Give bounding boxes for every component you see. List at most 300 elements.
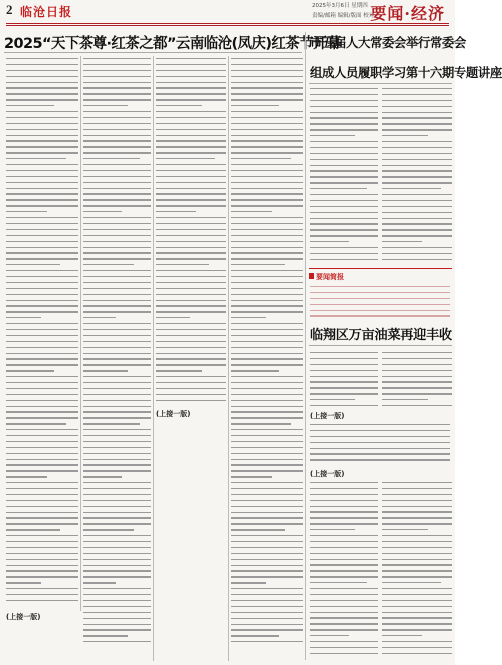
continued-box-1: (上接一版) (310, 412, 345, 420)
text-line (6, 447, 78, 448)
text-line (156, 164, 226, 165)
text-line (231, 358, 303, 359)
text-line (310, 448, 450, 449)
right-article-column-2 (382, 88, 452, 265)
text-line (231, 64, 303, 65)
text-line (156, 341, 226, 342)
text-line (156, 211, 196, 212)
text-line (310, 352, 378, 353)
text-line (231, 529, 285, 530)
text-line (156, 82, 226, 83)
text-line (6, 252, 78, 253)
text-line (310, 393, 378, 394)
text-line (231, 93, 303, 94)
text-line (310, 358, 378, 359)
text-line (156, 235, 226, 236)
text-line (231, 576, 303, 577)
text-line (83, 517, 151, 518)
text-line (231, 553, 303, 554)
text-line (6, 152, 78, 153)
text-line (310, 170, 378, 171)
text-line (6, 64, 78, 65)
text-line (382, 247, 452, 248)
text-line (310, 405, 378, 406)
text-line (6, 323, 78, 324)
text-line (382, 629, 452, 630)
text-line (231, 565, 303, 566)
text-line (6, 494, 78, 495)
text-line (156, 111, 226, 112)
right-headline-line-1: 市五届人大常委会举行常委会 (310, 35, 466, 50)
text-line (6, 170, 78, 171)
lower-right-text-3 (382, 482, 452, 659)
text-line (83, 164, 151, 165)
text-line (231, 129, 303, 130)
headline-divider (4, 52, 302, 53)
text-line (310, 442, 450, 443)
text-line (382, 381, 452, 382)
text-line (83, 258, 151, 259)
text-line (6, 58, 78, 59)
text-line (382, 147, 452, 148)
text-line (382, 241, 422, 242)
text-line (231, 205, 303, 206)
text-line (156, 87, 226, 88)
text-line (156, 335, 226, 336)
text-line (156, 276, 226, 277)
text-line (6, 123, 78, 124)
text-line (310, 310, 450, 311)
text-line (231, 517, 303, 518)
text-line (231, 400, 303, 401)
text-line (83, 541, 151, 542)
text-line (6, 565, 78, 566)
article-column-1 (6, 58, 78, 606)
lower-right-text-2 (310, 482, 378, 659)
text-line (83, 152, 151, 153)
text-line (83, 376, 151, 377)
text-line (231, 170, 303, 171)
text-line (83, 300, 151, 301)
text-line (310, 506, 378, 507)
text-line (6, 311, 78, 312)
text-line (310, 298, 450, 299)
text-line (6, 182, 78, 183)
text-line (156, 353, 226, 354)
text-line (6, 93, 78, 94)
text-line (231, 506, 303, 507)
main-headline: 2025“天下茶尊·红茶之都”云南临沧(凤庆)红茶节开幕 (4, 36, 341, 52)
text-line (83, 64, 151, 65)
text-line (310, 436, 450, 437)
text-line (310, 153, 378, 154)
text-line (310, 194, 378, 195)
text-line (382, 117, 452, 118)
text-line (310, 570, 378, 571)
canola-headline: 临翔区万亩油菜再迎丰收 (310, 328, 452, 343)
text-line (231, 624, 303, 625)
text-line (156, 64, 226, 65)
text-line (310, 629, 378, 630)
text-line (382, 653, 452, 654)
text-line (310, 535, 378, 536)
text-line (231, 335, 303, 336)
text-line (310, 594, 378, 595)
text-line (310, 304, 450, 305)
text-line (382, 135, 428, 136)
text-line (6, 388, 78, 389)
text-line (6, 76, 78, 77)
text-line (83, 512, 151, 513)
text-line (231, 370, 279, 371)
text-line (83, 535, 151, 536)
text-line (83, 358, 151, 359)
text-line (83, 464, 151, 465)
text-line (231, 164, 303, 165)
text-line (382, 358, 452, 359)
text-line (6, 176, 78, 177)
text-line (156, 105, 202, 106)
text-line (231, 146, 303, 147)
text-line (310, 424, 450, 425)
text-line (156, 152, 226, 153)
text-line (231, 341, 303, 342)
text-line (6, 341, 78, 342)
text-line (6, 459, 78, 460)
text-line (310, 641, 378, 642)
right-headline-divider (309, 83, 452, 84)
text-line (382, 582, 441, 583)
text-line (382, 159, 452, 160)
text-line (231, 453, 303, 454)
text-line (6, 205, 78, 206)
text-line (156, 182, 226, 183)
text-line (231, 329, 303, 330)
news-brief-marker (309, 273, 314, 279)
text-line (231, 288, 303, 289)
text-line (83, 305, 151, 306)
text-line (6, 394, 78, 395)
text-line (382, 559, 452, 560)
text-line (156, 229, 226, 230)
text-line (231, 176, 303, 177)
text-line (310, 635, 349, 636)
text-line (156, 135, 226, 136)
text-line (83, 252, 151, 253)
text-line (231, 364, 303, 365)
newspaper-logo: 临沧日报 (20, 5, 73, 19)
text-line (156, 329, 226, 330)
text-line (83, 606, 151, 607)
text-line (310, 517, 378, 518)
text-line (310, 112, 378, 113)
text-line (83, 182, 151, 183)
text-line (310, 399, 355, 400)
text-line (156, 129, 226, 130)
text-line (6, 140, 78, 141)
text-line (156, 117, 226, 118)
text-line (83, 311, 151, 312)
text-line (231, 235, 303, 236)
text-line (83, 229, 151, 230)
text-line (83, 547, 151, 548)
text-line (6, 535, 78, 536)
text-line (231, 523, 303, 524)
text-line (310, 218, 378, 219)
text-line (83, 506, 151, 507)
text-line (83, 158, 140, 159)
text-line (231, 140, 303, 141)
text-line (156, 400, 226, 401)
text-line (231, 429, 303, 430)
text-line (310, 523, 378, 524)
text-line (231, 241, 303, 242)
text-line (231, 182, 303, 183)
text-line (156, 370, 202, 371)
text-line (231, 199, 303, 200)
right-headline-line-2: 组成人员履职学习第十六期专题讲座 (310, 65, 502, 80)
right-article-column-1 (310, 88, 378, 265)
text-line (6, 87, 78, 88)
text-line (83, 117, 151, 118)
text-line (310, 617, 378, 618)
text-line (231, 282, 303, 283)
text-line (310, 188, 367, 189)
text-line (231, 217, 303, 218)
text-line (6, 235, 78, 236)
text-line (83, 87, 151, 88)
text-line (83, 588, 151, 589)
text-line (83, 264, 134, 265)
text-line (83, 347, 151, 348)
text-line (310, 206, 378, 207)
text-line (6, 406, 78, 407)
text-line (83, 565, 151, 566)
text-line (382, 570, 452, 571)
text-line (231, 294, 303, 295)
text-line (83, 270, 151, 271)
text-line (310, 176, 378, 177)
article-column-4 (231, 58, 303, 647)
text-line (83, 559, 151, 560)
text-line (6, 105, 54, 106)
text-line (310, 241, 349, 242)
text-line (231, 488, 303, 489)
text-line (156, 146, 226, 147)
text-line (382, 405, 452, 406)
page-number: 2 (6, 2, 13, 17)
text-line (382, 129, 452, 130)
text-line (156, 382, 226, 383)
text-line (83, 99, 151, 100)
text-line (231, 111, 303, 112)
text-line (310, 147, 378, 148)
text-line (83, 429, 151, 430)
text-line (83, 329, 151, 330)
text-line (382, 387, 452, 388)
text-line (156, 140, 226, 141)
text-line (83, 482, 151, 483)
text-line (6, 523, 78, 524)
text-line (156, 217, 226, 218)
text-line (6, 512, 78, 513)
text-line (156, 252, 226, 253)
text-line (382, 182, 452, 183)
text-line (6, 464, 78, 465)
text-line (231, 411, 303, 412)
text-line (83, 476, 122, 477)
text-line (382, 259, 452, 260)
text-line (310, 623, 378, 624)
text-line (83, 199, 151, 200)
text-line (382, 170, 452, 171)
text-line (156, 158, 215, 159)
text-line (382, 606, 452, 607)
text-line (6, 488, 78, 489)
text-line (310, 647, 378, 648)
text-line (231, 188, 303, 189)
text-line (83, 417, 151, 418)
text-line (83, 353, 151, 354)
text-line (231, 612, 303, 613)
text-line (6, 411, 78, 412)
text-line (156, 205, 226, 206)
text-line (310, 117, 378, 118)
text-line (231, 494, 303, 495)
text-line (83, 247, 151, 248)
text-line (231, 500, 303, 501)
text-line (310, 94, 378, 95)
text-line (6, 553, 78, 554)
text-line (310, 606, 378, 607)
text-line (6, 435, 78, 436)
text-line (310, 459, 450, 460)
text-line (6, 353, 78, 354)
text-line (6, 193, 78, 194)
column-divider-1 (80, 56, 81, 611)
text-line (310, 364, 378, 365)
text-line (310, 253, 378, 254)
text-line (231, 435, 303, 436)
text-line (6, 570, 78, 571)
text-line (6, 282, 78, 283)
text-line (83, 500, 151, 501)
text-line (231, 353, 303, 354)
text-line (382, 517, 452, 518)
text-line (382, 635, 422, 636)
text-line (6, 500, 78, 501)
text-line (6, 358, 78, 359)
text-line (231, 264, 285, 265)
text-line (156, 388, 226, 389)
text-line (382, 617, 452, 618)
text-line (83, 570, 151, 571)
text-line (231, 117, 303, 118)
text-line (83, 111, 151, 112)
text-line (156, 270, 226, 271)
text-line (83, 205, 151, 206)
text-line (156, 247, 226, 248)
text-line (231, 588, 303, 589)
text-line (382, 194, 452, 195)
text-line (231, 58, 303, 59)
text-line (310, 286, 450, 287)
text-line (231, 559, 303, 560)
text-line (231, 641, 303, 642)
text-line (6, 429, 78, 430)
text-line (310, 600, 378, 601)
text-line (231, 464, 303, 465)
text-line (83, 394, 151, 395)
text-line (231, 535, 303, 536)
text-line (310, 511, 378, 512)
text-line (156, 347, 226, 348)
text-line (156, 99, 226, 100)
text-line (83, 470, 151, 471)
text-line (382, 370, 452, 371)
text-line (382, 364, 452, 365)
text-line (83, 146, 151, 147)
text-line (156, 282, 226, 283)
text-line (310, 165, 378, 166)
text-line (156, 176, 226, 177)
text-line (156, 188, 226, 189)
text-line (382, 523, 452, 524)
text-line (156, 358, 226, 359)
text-line (231, 123, 303, 124)
text-line (382, 176, 452, 177)
text-line (310, 588, 378, 589)
text-line (382, 88, 452, 89)
text-line (6, 276, 78, 277)
text-line (83, 170, 151, 171)
text-line (310, 453, 450, 454)
text-line (382, 612, 452, 613)
text-line (83, 641, 151, 642)
text-line (83, 288, 151, 289)
text-line (310, 141, 378, 142)
text-line (156, 193, 226, 194)
news-brief-rule (309, 268, 452, 269)
text-line (382, 482, 452, 483)
text-line (310, 576, 378, 577)
text-line (6, 376, 78, 377)
text-line (6, 247, 78, 248)
text-line (310, 292, 450, 293)
text-line (231, 158, 291, 159)
text-line (83, 70, 151, 71)
text-line (310, 488, 378, 489)
text-line (83, 105, 128, 106)
text-line (231, 276, 303, 277)
text-line (382, 229, 452, 230)
text-line (382, 553, 452, 554)
text-line (83, 129, 151, 130)
text-line (156, 70, 226, 71)
text-line (6, 470, 78, 471)
text-line (83, 594, 151, 595)
text-line (231, 76, 303, 77)
text-line (156, 76, 226, 77)
text-line (382, 223, 452, 224)
text-line (6, 529, 60, 530)
lower-right-text-1 (310, 424, 450, 465)
article-column-3 (156, 58, 226, 406)
text-line (6, 417, 78, 418)
text-line (83, 341, 151, 342)
text-line (83, 82, 151, 83)
text-line (231, 87, 303, 88)
